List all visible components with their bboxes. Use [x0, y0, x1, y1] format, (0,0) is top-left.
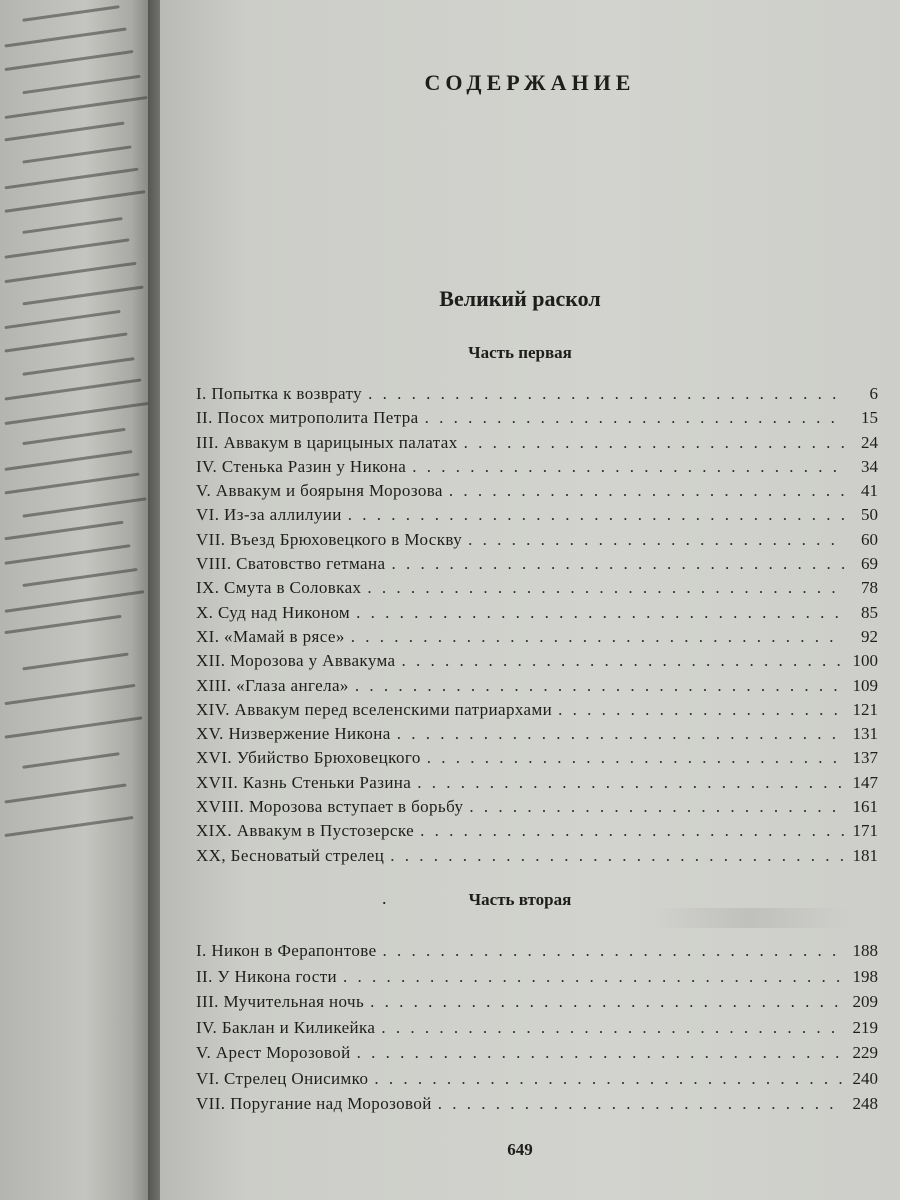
facing-page-text-line [4, 50, 133, 71]
facing-page-text-line [22, 497, 146, 517]
toc-entry [196, 457, 878, 481]
toc-entry [196, 967, 878, 993]
part-two-contents [196, 941, 878, 1120]
toc-entry [196, 724, 878, 748]
toc-entry-page: 161 [852, 797, 878, 817]
toc-entry-page: 147 [852, 772, 878, 792]
toc-entry-page: 121 [852, 699, 878, 719]
toc-entry [196, 481, 878, 505]
dot-leader [383, 941, 844, 961]
toc-entry-title: XVII. Казнь Стеньки Разина [196, 772, 412, 792]
toc-entry [196, 505, 878, 529]
dot-leader [367, 578, 844, 598]
toc-entry [196, 1094, 878, 1120]
toc-entry-page: 6 [869, 384, 878, 403]
toc-entry-page: 109 [852, 675, 878, 695]
page-number: 649 [507, 1140, 533, 1159]
toc-entry-title: XIV. Аввакум перед вселенскими патриархами [196, 699, 553, 719]
toc-entry-page: 34 [861, 456, 878, 476]
dot-leader [355, 676, 844, 696]
toc-entry-page: 15 [861, 408, 878, 428]
toc-entry [196, 1043, 878, 1069]
toc-entry-title: XIX. Аввакум в Пустозерске [196, 821, 415, 841]
toc-entry-title: XVI. Убийство Брюховецкого [196, 748, 421, 768]
part-one-title: Часть первая [468, 343, 572, 362]
toc-entry-page: 78 [861, 578, 878, 598]
toc-entry-title: X. Суд над Никоном [196, 602, 351, 622]
stray-dot: . [382, 888, 387, 908]
facing-page-text-line [4, 401, 148, 424]
toc-entry [196, 676, 878, 700]
toc-entry-title: VII. Въезд Брюховецкого в Москву [196, 529, 463, 549]
facing-page-text-line [4, 544, 130, 565]
toc-entry [196, 1069, 878, 1095]
toc-entry-page: 92 [861, 626, 878, 646]
dot-leader [468, 530, 844, 550]
toc-entry-page: 188 [852, 941, 878, 960]
dot-leader [438, 1094, 844, 1114]
facing-page-text-line [22, 568, 137, 587]
toc-entry-page: 69 [861, 554, 878, 574]
toc-entry-title: XIII. «Глаза ангела» [196, 675, 349, 695]
dot-leader [381, 1018, 844, 1038]
dot-leader [357, 1043, 844, 1063]
facing-page-text-line [22, 286, 143, 306]
toc-entry-title: II. Посох митрополита Петра [196, 408, 419, 428]
dot-leader [427, 748, 844, 768]
facing-page-text-line [4, 238, 129, 259]
page-heading: СОДЕРЖАНИЕ [424, 70, 636, 95]
toc-entry-page: 137 [852, 748, 878, 768]
toc-entry-title: VII. Поругание над Морозовой [196, 1094, 432, 1113]
toc-entry [196, 554, 878, 578]
dot-leader [449, 481, 844, 501]
dot-leader [343, 967, 844, 987]
toc-entry-page: 131 [852, 724, 878, 744]
toc-entry-title: III. Аввакум в царицыных палатах [196, 432, 458, 452]
facing-page-text-line [22, 357, 134, 376]
toc-entry-page: 85 [861, 602, 878, 622]
toc-entry-page: 248 [852, 1094, 878, 1113]
facing-page-text-line [4, 332, 127, 352]
toc-entry-title: VI. Из-за аллилуии [196, 505, 342, 525]
dot-leader [348, 505, 844, 525]
toc-entry-page: 41 [861, 481, 878, 501]
facing-page-text-line [4, 96, 147, 119]
facing-page-text-line [4, 716, 142, 738]
toc-entry-title: I. Никон в Ферапонтове [196, 941, 377, 960]
toc-entry [196, 846, 878, 870]
toc-entry-title: XI. «Мамай в рясе» [196, 626, 345, 646]
facing-page-text-line [4, 261, 136, 282]
toc-entry [196, 627, 878, 651]
toc-entry [196, 797, 878, 821]
contents-page [160, 0, 900, 1200]
dot-leader [412, 457, 844, 477]
facing-page-text-line [22, 216, 122, 233]
facing-page-text-line [22, 5, 119, 22]
toc-entry-title: XVIII. Морозова вступает в борьбу [196, 797, 464, 817]
toc-entry-page: 100 [852, 651, 878, 671]
toc-entry-page: 198 [852, 966, 878, 986]
facing-page-text-line [22, 752, 119, 769]
facing-page-text-line [4, 521, 123, 541]
dot-leader [469, 797, 844, 817]
facing-page-text-line [4, 27, 126, 47]
facing-page-text-line [4, 378, 141, 400]
toc-entry [196, 1018, 878, 1044]
toc-entry-title: I. Попытка к возврату [196, 384, 363, 403]
left-facing-page [0, 0, 155, 1200]
toc-entry [196, 433, 878, 457]
facing-page-text-line [4, 473, 139, 495]
toc-entry-title: V. Аввакум и боярыня Морозова [196, 481, 443, 501]
toc-entry-title: VI. Стрелец Онисимко [196, 1068, 369, 1088]
dot-leader [390, 846, 844, 866]
facing-page-text-line [4, 615, 121, 634]
toc-entry-page: 240 [852, 1068, 878, 1088]
toc-entry-title: XV. Низвержение Никона [196, 724, 391, 744]
toc-entry [196, 578, 878, 602]
toc-entry-page: 229 [852, 1043, 878, 1062]
facing-page-text-line [4, 167, 138, 189]
facing-page-text-line [22, 428, 125, 445]
toc-entry [196, 384, 878, 408]
toc-entry [196, 408, 878, 432]
dot-leader [391, 554, 844, 574]
facing-page-text-line [22, 145, 131, 163]
book-title: Великий раскол [439, 286, 601, 311]
toc-entry [196, 700, 878, 724]
dot-leader [370, 992, 844, 1012]
facing-page-text-line [4, 783, 126, 803]
show-through-mark [650, 908, 850, 928]
dot-leader [558, 700, 844, 720]
toc-entry-title: II. У Никона гости [196, 966, 338, 986]
toc-entry [196, 941, 878, 967]
toc-entry [196, 773, 878, 797]
part-two-title: Часть вторая [468, 890, 572, 909]
toc-entry-page: 50 [861, 505, 878, 525]
dot-leader [425, 408, 844, 428]
toc-entry [196, 992, 878, 1018]
toc-entry [196, 821, 878, 845]
toc-entry-page: 24 [861, 432, 878, 452]
part-one-contents [196, 384, 878, 870]
toc-entry-page: 181 [852, 845, 878, 865]
toc-entry-title: XII. Морозова у Аввакума [196, 651, 396, 671]
facing-page-text-line [4, 450, 132, 471]
facing-page-text-line [4, 190, 145, 213]
facing-page-text-line [4, 590, 144, 613]
dot-leader [356, 603, 844, 623]
facing-page-text-line [22, 74, 140, 94]
toc-entry-page: 60 [861, 529, 878, 549]
toc-entry-page: 219 [852, 1017, 878, 1037]
toc-entry-title: IX. Смута в Соловках [196, 578, 362, 598]
toc-entry-title: III. Мучительная ночь [196, 992, 365, 1011]
dot-leader [420, 821, 844, 841]
toc-entry [196, 603, 878, 627]
toc-entry-title: XX, Бесноватый стрелец [196, 845, 385, 865]
dot-leader [402, 651, 845, 671]
facing-page-text-line [4, 121, 124, 141]
facing-page-text-line [4, 309, 120, 328]
facing-page-text-line [22, 653, 128, 671]
toc-entry-title: VIII. Сватовство гетмана [196, 554, 386, 574]
dot-leader [374, 1069, 844, 1089]
toc-entry-title: IV. Баклан и Киликейка [196, 1017, 376, 1037]
toc-entry [196, 748, 878, 772]
facing-page-text-line [4, 684, 135, 705]
dot-leader [368, 384, 844, 404]
dot-leader [351, 627, 844, 647]
toc-entry-title: V. Арест Морозовой [196, 1043, 351, 1062]
dot-leader [397, 724, 844, 744]
facing-page-text-line [4, 816, 133, 837]
toc-entry-page: 171 [852, 821, 878, 841]
toc-entry-title: IV. Стенька Разин у Никона [196, 456, 407, 476]
toc-entry-page: 209 [852, 992, 878, 1011]
dot-leader [464, 433, 844, 453]
toc-entry [196, 651, 878, 675]
toc-entry [196, 530, 878, 554]
dot-leader [417, 773, 844, 793]
